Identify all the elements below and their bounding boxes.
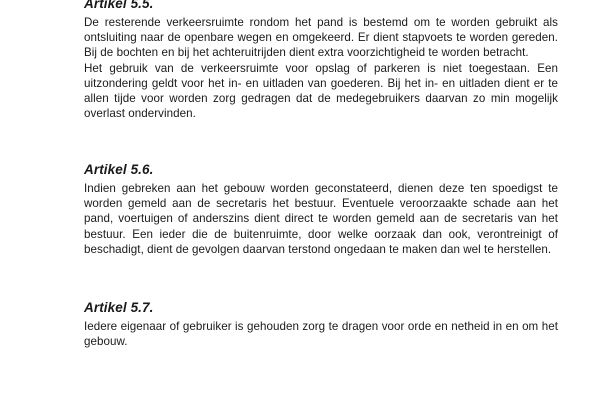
article-5-5-paragraph-1: De resterende verkeersruimte rondom het pand is bestemd om te worden gebruikt als ontsluiting naar de openbare wegen en omgekeerd. Er dient stapvoets te worden gereden. Bij de bochten en bij het achteruitrijden dient extra voorzichtigheid te worden betracht. [84, 16, 558, 60]
article-5-6 [84, 162, 558, 257]
article-5-6-heading: Artikel 5.6. [84, 162, 154, 177]
article-5-7-heading: Artikel 5.7. [84, 300, 154, 315]
article-5-6-paragraph-1: Indien gebreken aan het gebouw worden geconstateerd, dienen deze ten spoedigst te worden gemeld aan de secretaris het bestuur. Eventuele veroorzaakte schade aan het pand, voertuigen of anderszins dient direct te worden gemeld aan de secretaris van het bestuur. Een ieder die de buitenruimte, door welke oorzaak dan ook, verontreinigt of beschadigt, dient de gevolgen daarvan terstond ongedaan te maken dan wel te herstellen. [84, 182, 558, 256]
article-5-7-paragraph-1: Iedere eigenaar of gebruiker is gehouden zorg te dragen voor orde en netheid in en om het gebouw. [84, 320, 558, 349]
article-5-7 [84, 300, 558, 349]
article-5-5-heading: Artikel 5.5. [84, 0, 154, 11]
article-5-5 [84, 0, 558, 121]
article-5-5-paragraph-2: Het gebruik van de verkeersruimte voor opslag of parkeren is niet toegestaan. Een uitzondering geldt voor het in- en uitladen van goederen. Bij het in- en uitladen dient er te allen tijde voor worden zorg gedragen dat de medegebruikers daarvan zo min mogelijk overlast ondervinden. [84, 61, 558, 121]
